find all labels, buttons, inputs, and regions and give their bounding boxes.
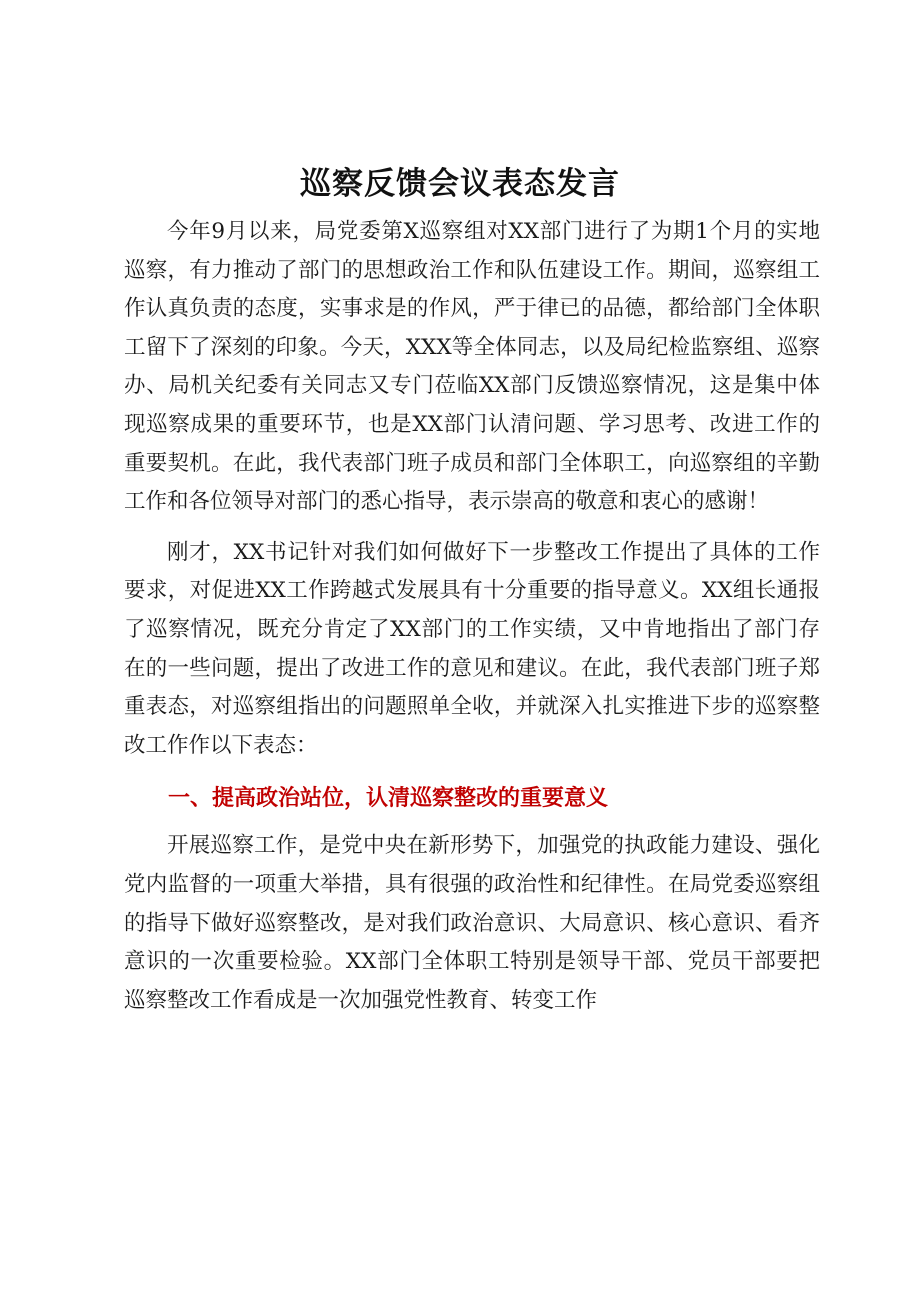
- section-heading: 一、提高政治站位，认清巡察整改的重要意义: [168, 786, 609, 812]
- document-body: [124, 213, 820, 1032]
- paragraph-opening: 今年9月以来，局党委第X巡察组对XX部门进行了为期1个月的实地巡察，有力推动了部门的思想政治工作和队伍建设工作。期间，巡察组工作认真负责的态度，实事求是的作风，严于律已的品德，都给部门全体职工留下了深刻的印象。今天，XXX等全体同志，以及局纪检监察组、巡察办、局机关纪委有关同志又专门莅临XX部门反馈巡察情况，这是集中体现巡察成果的重要环节，也是XX部门认清问题、学习思考、改进工作的重要契机。在此，我代表部门班子成员和部门全体职工，向巡察组的辛勤工作和各位领导对部门的悉心指导，表示崇高的敬意和衷心的感谢！: [124, 219, 820, 515]
- paragraph-pledge: 刚才，XX书记针对我们如何做好下一步整改工作提出了具体的工作要求，对促进XX工作跨越式发展具有十分重要的指导意义。XX组长通报了巡察情况，既充分肯定了XX部门的工作实绩，又中肯地指出了部门存在的一些问题，提出了改进工作的意见和建议。在此，我代表部门班子郑重表态，对巡察组指出的问题照单全收，并就深入扎实推进下步的巡察整改工作作以下表态：: [124, 539, 820, 758]
- document-title: 巡察反馈会议表态发言: [300, 166, 620, 202]
- paragraph-section-one: 开展巡察工作，是党中央在新形势下，加强党的执政能力建设、强化党内监督的一项重大举措，具有很强的政治性和纪律性。在局党委巡察组的指导下做好巡察整改，是对我们政治意识、大局意识、核心意识、看齐意识的一次重要检验。XX部门全体职工特别是领导干部、党员干部要把巡察整改工作看成是一次加强党性教育、转变工作: [124, 833, 820, 1013]
